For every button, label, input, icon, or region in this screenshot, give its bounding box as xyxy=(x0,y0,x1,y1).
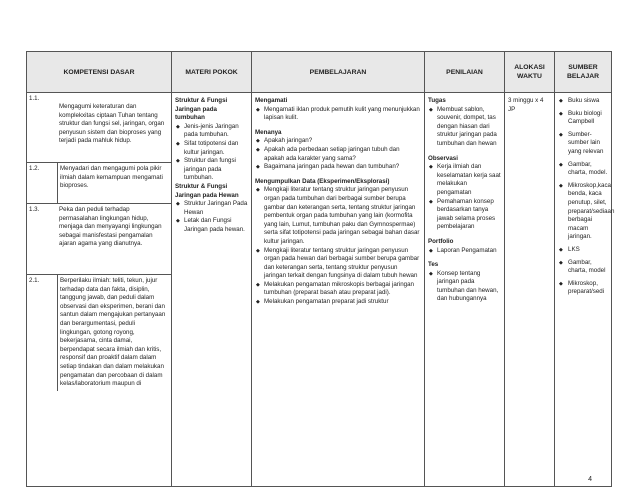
list-item: ◆ Gambar, charta, model xyxy=(558,259,608,276)
syllabus-table xyxy=(26,51,615,487)
list-item: ◆ Mengkaji literatur tentang struktur jaringan penyusun organ pada tumbuhan dari berbagai sumber berupa gambar dan keterangan serta, tentang struktur jaringan pembentuk organ pada tumbuhan yang lain (kormofita yang lain, Lumut, tumbuhan paku dan Gymnospermae) serta sifat totipotensi pada jaringan sebagai bahan dasar kultur jaringan. xyxy=(255,186,421,246)
kd-number: 2.1. xyxy=(29,277,40,284)
materi-list xyxy=(175,123,248,183)
section-title: Observasi xyxy=(428,154,458,162)
section-list xyxy=(255,137,421,171)
kd-text: Peka dan peduli terhadap permasalahan lingkungan hidup, menjaga dan menyayangi lingkungan sebagai manisfestasi pengamalan ajaran agama yang dianutnya. xyxy=(59,206,162,248)
list-item: ◆ Gambar, charta, model. xyxy=(558,161,608,178)
section-list xyxy=(428,163,501,232)
alokasi-cell xyxy=(505,93,555,487)
pembelajaran-cell xyxy=(252,93,425,487)
list-item: ◆ Pemahaman konsep berdasarkan tanya jawab selama proses pembelajaran xyxy=(428,198,501,232)
section-list xyxy=(428,106,501,149)
page-number: 4 xyxy=(588,476,592,483)
list-item: ◆ Sifat totipotensi dan kultur jaringan. xyxy=(175,140,248,157)
section-list xyxy=(428,247,501,256)
section-list xyxy=(255,186,421,306)
list-item: ◆ Struktur Jaringan Pada Hewan xyxy=(175,200,248,217)
kd-text: Mengagumi keteraturan dan komplekxitas ciptaan Tuhan tentang struktur dan fungsi sel, jaringan, organ penyusun sistem dan bioproses yang terjadi pada mahluk hidup. xyxy=(59,103,165,145)
kd-text: Menyadari dan mengagumi pola pikir ilmiah dalam kemampuan mengamati bioproses. xyxy=(57,163,171,203)
table-header-row xyxy=(27,52,612,93)
list-item: ◆ LKS xyxy=(558,246,608,255)
section-title: Mengamati xyxy=(255,97,288,104)
kd-number: 1.1. xyxy=(29,95,40,102)
kd-item xyxy=(27,93,171,163)
list-item: ◆ Struktur dan fungsi jaringan pada tumbuhan. xyxy=(175,157,248,183)
list-item: ◆ Konsep tentang jaringan pada tumbuhan dan hewan, dan hubungannya xyxy=(428,270,501,304)
list-item: ◆ Letak dan Fungsi Jaringan pada hewan. xyxy=(175,217,248,234)
list-item: ◆ Mikroskop,kaca benda, kaca penutup, silet, preparat/sediaan berbagai macam jaringan. xyxy=(558,182,608,242)
header-materi-pokok: MATERI POKOK xyxy=(172,52,252,93)
list-item: ◆ Melakukan pengamatan preparat jadi struktur xyxy=(255,298,421,307)
kd-item xyxy=(27,163,171,204)
materi-cell xyxy=(172,93,252,487)
list-item: ◆ Buku siswa xyxy=(558,97,608,106)
section-list xyxy=(255,106,421,123)
kd-number: 1.2. xyxy=(29,165,40,172)
header-kompetensi-dasar: KOMPETENSI DASAR xyxy=(27,52,172,93)
materi-list xyxy=(175,200,248,234)
section-title: Tugas xyxy=(428,97,446,104)
section-title: Menanya xyxy=(255,128,282,136)
list-item: ◆ Mengamati iklan produk pemutih kulit yang menunjukkan lapisan kulit. xyxy=(255,106,421,123)
list-item: ◆ Sumber-sumber lain yang relevan xyxy=(558,131,608,157)
list-item: ◆ Buku biologi Campbell xyxy=(558,110,608,127)
list-item: ◆ Kerja ilmiah dan keselamatan kerja saat melakukan pengamatan xyxy=(428,163,501,197)
kd-item xyxy=(27,275,171,391)
kd-number: 1.3. xyxy=(29,206,40,213)
materi-title: Struktur & Fungsi Jaringan pada Hewan xyxy=(175,182,239,199)
header-penilaian: PENILAIAN xyxy=(425,52,505,93)
list-item: ◆ Mikroskop, preparat/sedi xyxy=(558,280,608,297)
list-item: ◆ Apakah ada perbedaan setiap jaringan tubuh dan apakah ada karakter yang sama? xyxy=(255,146,421,163)
kd-item xyxy=(27,204,171,275)
list-item: ◆ Melakukan pengamatan mikroskopis berbagai jaringan tumbuhan (preparat basah atau preparat jadi). xyxy=(255,281,421,298)
header-pembelajaran: PEMBELAJARAN xyxy=(252,52,425,93)
sumber-list xyxy=(558,97,615,297)
alokasi-value: 3 minggu x 4 JP xyxy=(508,97,544,113)
materi-title: Struktur & Fungsi Jaringan pada tumbuhan xyxy=(175,97,228,122)
sumber-cell xyxy=(555,93,615,487)
list-item: ◆ Jenis-jenis Jaringan pada tumbuhan. xyxy=(175,123,248,140)
section-title: Portfolio xyxy=(428,237,454,245)
section-title: Mengumpulkan Data (Eksperimen/Eksplorasi) xyxy=(255,177,390,185)
header-alokasi-waktu: ALOKASI WAKTU xyxy=(505,52,555,93)
list-item: ◆ Apakah jaringan? xyxy=(255,137,421,146)
kd-cell xyxy=(27,93,172,487)
list-item: ◆ Bagaimana jaringan pada hewan dan tumbuhan? xyxy=(255,163,421,172)
section-list xyxy=(428,270,501,304)
kd-text: Berperilaku ilmiah: teliti, tekun, jujur terhadap data dan fakta, disiplin, tanggung jawab, dan peduli dalam observasi dan eksperimen, berani dan santun dalam mengajukan pertanyaan dan berargumentasi, peduli lingkungan, gotong royong, bekerjasama, cinta damai, berpendapat secara ilmiah dan kritis, responsif dan proaktif dalam dalam setiap tindakan dan dalam melakukan pengamatan dan percobaan di dalam kelas/laboratorium maupun di xyxy=(57,275,171,391)
list-item: ◆ Membuat sablon, souvenir, dompet, tas dengan hiasan dari struktur jaringan pada tumbuhan dan hewan xyxy=(428,106,501,149)
section-title: Tes xyxy=(428,261,439,269)
table-row xyxy=(27,93,612,487)
list-item: ◆ Mengkaji literatur tentang struktur jaringan penyusun organ pada hewan dari berbagai sumber berupa gambar dan keterangan serta, tentang struktur penyusun jaringan terkait dengan fungsinya di dalam tubuh hewan xyxy=(255,247,421,281)
list-item: ◆ Laporan Pengamatan xyxy=(428,247,501,256)
header-sumber-belajar: SUMBER BELAJAR xyxy=(555,52,612,93)
penilaian-cell xyxy=(425,93,505,487)
